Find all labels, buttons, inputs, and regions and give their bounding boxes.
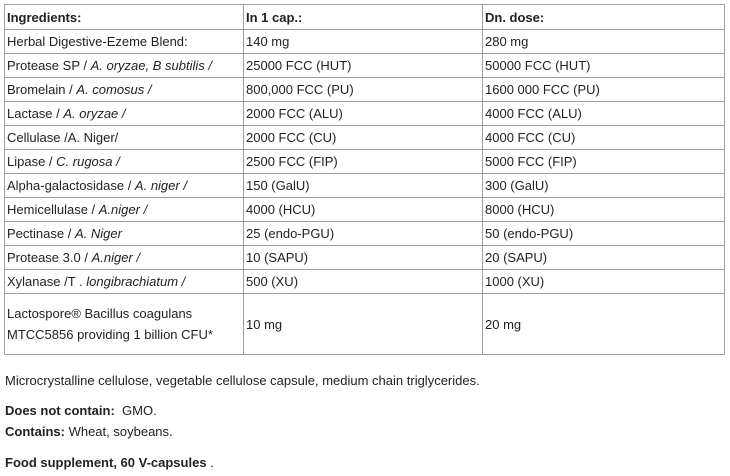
per-capsule-value: 10 mg [244, 294, 483, 355]
ingredient-name: Protease 3.0 / [7, 250, 92, 265]
table-row [5, 174, 725, 198]
ingredient-name-cell [5, 246, 244, 270]
daily-dose-value: 4000 FCC (CU) [483, 126, 725, 150]
table-row [5, 126, 725, 150]
ingredient-name: Herbal Digestive-Ezeme Blend: [7, 34, 188, 49]
table-row [5, 270, 725, 294]
ingredient-name: Lipase / [7, 154, 57, 169]
does-not-contain-label: Does not contain: [5, 403, 115, 418]
daily-dose-value: 20 (SAPU) [483, 246, 725, 270]
ingredient-name-cell [5, 54, 244, 78]
daily-dose-value: 300 (GalU) [483, 174, 725, 198]
table-row [5, 198, 725, 222]
table-row [5, 78, 725, 102]
daily-dose-value: 1000 (XU) [483, 270, 725, 294]
daily-dose-value: 8000 (HCU) [483, 198, 725, 222]
ingredient-species: A. comosus / [76, 82, 152, 97]
table-row [5, 30, 725, 54]
ingredient-species: longibrachiatum / [86, 274, 186, 289]
ingredient-name-cell [5, 222, 244, 246]
table-row [5, 246, 725, 270]
table-row [5, 54, 725, 78]
ingredient-name: Lactase / [7, 106, 64, 121]
per-capsule-value: 4000 (HCU) [244, 198, 483, 222]
ingredient-name: Hemicellulase / [7, 202, 99, 217]
header-daily-dose: Dn. dose: [483, 5, 725, 30]
per-capsule-value: 2000 FCC (ALU) [244, 102, 483, 126]
ingredient-name: Bromelain / [7, 82, 77, 97]
daily-dose-value: 4000 FCC (ALU) [483, 102, 725, 126]
ingredient-name-cell [5, 126, 244, 150]
other-ingredients-text: Microcrystalline cellulose, vegetable cellulose capsule, medium chain triglycerides. [5, 373, 480, 388]
ingredient-name: Xylanase /T . [7, 274, 87, 289]
contains-line [5, 423, 173, 440]
ingredient-name: Cellulase /A. Niger/ [7, 130, 119, 145]
ingredient-name-cell [5, 150, 244, 174]
per-capsule-value: 500 (XU) [244, 270, 483, 294]
table-row [5, 150, 725, 174]
daily-dose-value: 50000 FCC (HUT) [483, 54, 725, 78]
supplement-label: Food supplement, 60 V-capsules [5, 455, 207, 470]
header-ingredients: Ingredients: [5, 5, 244, 30]
per-capsule-value: 2000 FCC (CU) [244, 126, 483, 150]
header-per-capsule: In 1 cap.: [244, 5, 483, 30]
per-capsule-value: 140 mg [244, 30, 483, 54]
ingredient-species: A. Niger [74, 226, 122, 241]
daily-dose-value: 50 (endo-PGU) [483, 222, 725, 246]
per-capsule-value: 25000 FCC (HUT) [244, 54, 483, 78]
contains-value: Wheat, soybeans. [68, 424, 173, 439]
ingredient-name: Lactospore® Bacillus coagulans MTCC5856 providing 1 billion CFU* [7, 306, 213, 342]
does-not-contain-line [5, 402, 157, 419]
ingredients-table [4, 4, 725, 355]
per-capsule-value: 2500 FCC (FIP) [244, 150, 483, 174]
ingredient-name-cell [5, 294, 244, 355]
ingredient-name-cell [5, 102, 244, 126]
ingredient-name: Protease SP / [7, 58, 91, 73]
per-capsule-value: 150 (GalU) [244, 174, 483, 198]
per-capsule-value: 10 (SAPU) [244, 246, 483, 270]
ingredient-species: A.niger / [91, 250, 140, 265]
table-row [5, 102, 725, 126]
supplement-suffix: . [210, 455, 214, 470]
does-not-contain-value: GMO. [122, 403, 157, 418]
supplement-line [5, 454, 214, 471]
per-capsule-value: 25 (endo-PGU) [244, 222, 483, 246]
contains-label: Contains: [5, 424, 65, 439]
table-row [5, 294, 725, 355]
ingredient-name-cell [5, 198, 244, 222]
ingredient-name: Pectinase / [7, 226, 75, 241]
ingredient-name-cell [5, 174, 244, 198]
ingredient-species: C. rugosa / [56, 154, 120, 169]
ingredient-species: A. oryzae, B subtilis / [90, 58, 212, 73]
ingredient-species: A. niger / [134, 178, 187, 193]
ingredient-species: A.niger / [98, 202, 148, 217]
daily-dose-value: 1600 000 FCC (PU) [483, 78, 725, 102]
ingredient-name-cell [5, 270, 244, 294]
daily-dose-value: 20 mg [483, 294, 725, 355]
ingredient-name-cell [5, 78, 244, 102]
ingredient-species: A. oryzae / [63, 106, 126, 121]
table-row [5, 222, 725, 246]
daily-dose-value: 5000 FCC (FIP) [483, 150, 725, 174]
ingredient-name-cell [5, 30, 244, 54]
ingredient-name: Alpha-galactosidase / [7, 178, 135, 193]
daily-dose-value: 280 mg [483, 30, 725, 54]
per-capsule-value: 800,000 FCC (PU) [244, 78, 483, 102]
table-header-row [5, 5, 725, 30]
